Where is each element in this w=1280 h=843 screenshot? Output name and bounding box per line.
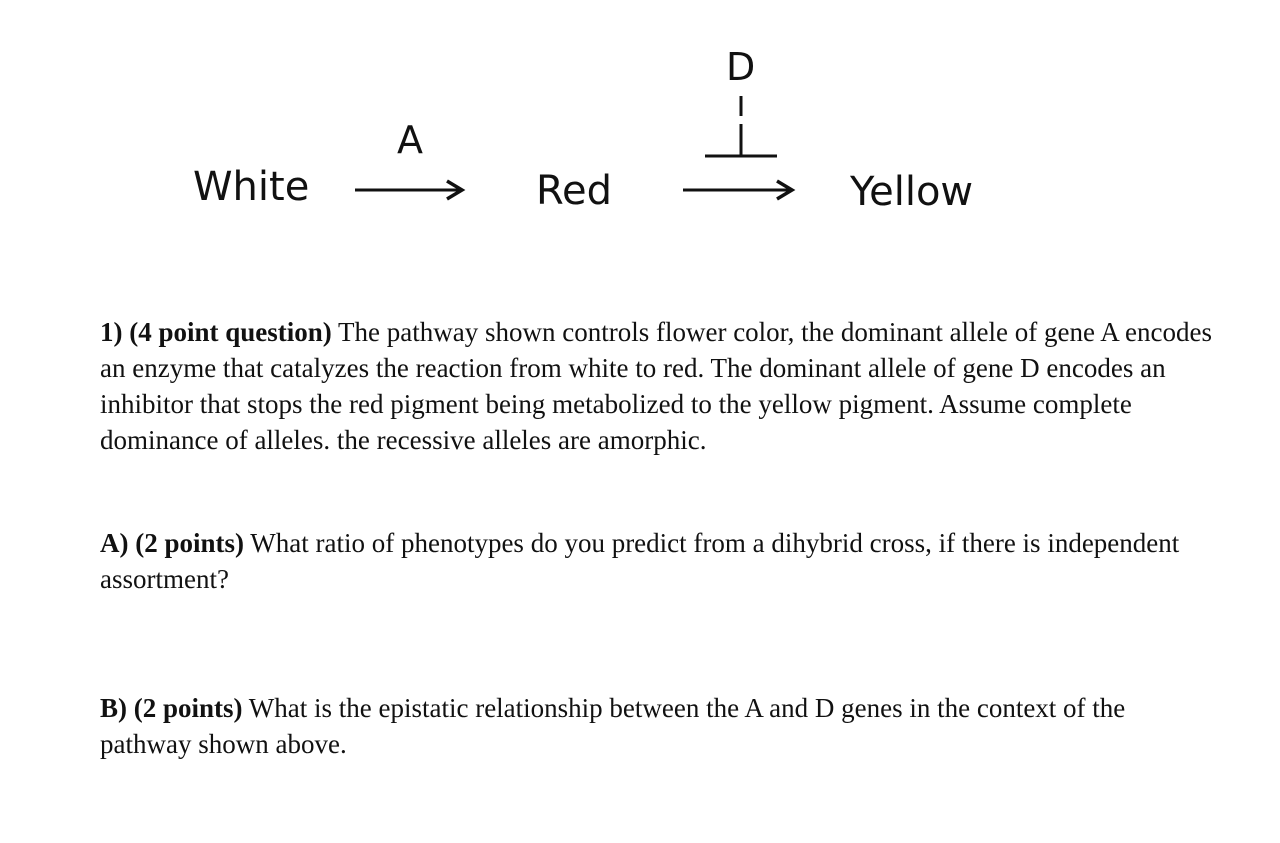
question-b-text: What is the epistatic relationship between the A and D genes in the context of the pathway shown above. [100, 693, 1126, 759]
pathway-node-red: Red [536, 168, 612, 214]
question-a-text: What ratio of phenotypes do you predict from a dihybrid cross, if there is independent assortment? [100, 528, 1180, 594]
pathway-diagram [0, 0, 1280, 260]
question-1 [100, 314, 1220, 458]
question-b [100, 690, 1220, 762]
question-1-text: The pathway shown controls flower color, the dominant allele of gene A encodes an enzyme that catalyzes the reaction from white to red. The dominant allele of gene D encodes an inhibitor that stops the red pigment being metabolized to the yellow pigment. Assume complete dominance of alleles. the recessive alleles are amorphic. [100, 317, 1212, 455]
question-a-label: A) (2 points) [100, 528, 245, 558]
inhibition-symbol [705, 96, 777, 156]
question-b-label: B) (2 points) [100, 693, 243, 723]
question-1-label: 1) (4 point question) [100, 317, 332, 347]
pathway-node-yellow: Yellow [850, 169, 974, 215]
arrow-white-to-red [355, 181, 462, 199]
question-a [100, 525, 1220, 597]
pathway-arrows [0, 0, 1280, 260]
gene-a-label: A [397, 118, 423, 162]
arrow-red-to-yellow [683, 181, 792, 199]
pathway-node-white: White [193, 164, 310, 210]
gene-d-label: D [726, 45, 756, 89]
